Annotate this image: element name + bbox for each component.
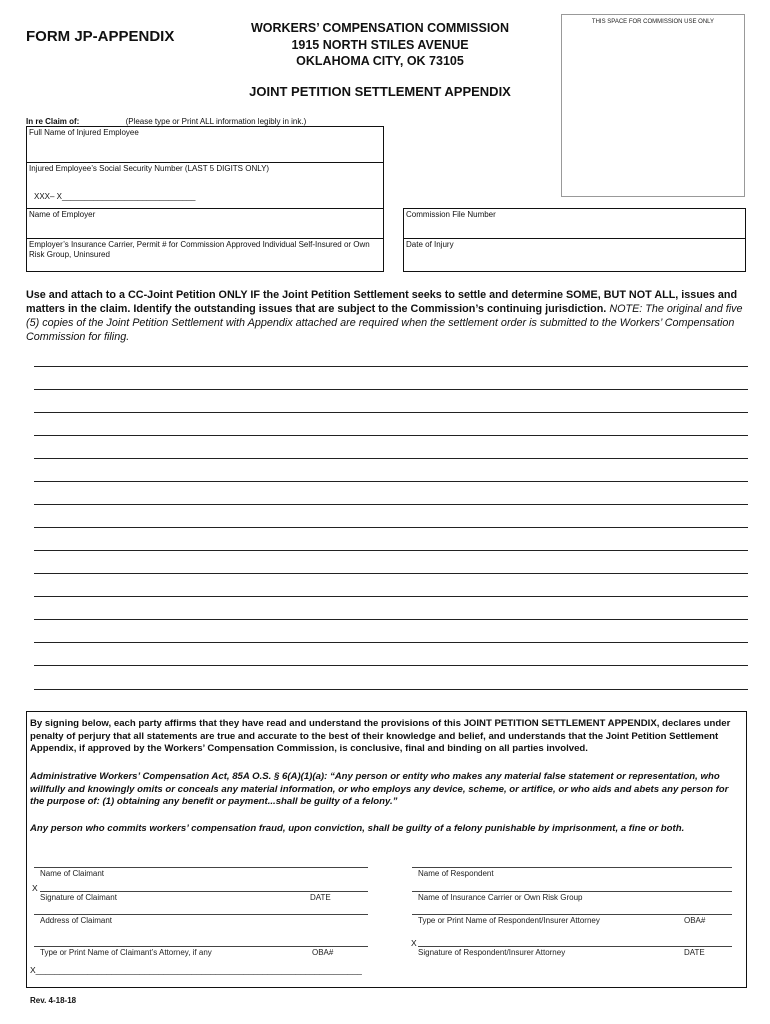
writing-line[interactable]: [34, 527, 748, 528]
employer-label: Name of Employer: [29, 210, 96, 219]
claimant-signature-label: Signature of Claimant: [40, 893, 117, 902]
file-number-label: Commission File Number: [406, 210, 496, 219]
writing-line[interactable]: [34, 389, 748, 390]
fraud-warning: Any person who commits workers’ compensation fraud, upon conviction, shall be guilty of a felony punishable by imprisonment, a fine or both.: [30, 823, 685, 834]
carrier-label: Employer’s Insurance Carrier, Permit # for Commission Approved Individual Self-Insured or Own Risk Group, Uninsured: [29, 240, 370, 259]
carrier-name-label: Name of Insurance Carrier or Own Risk Group: [418, 893, 583, 902]
claimant-address-label: Address of Claimant: [40, 916, 113, 925]
writing-line[interactable]: [34, 689, 748, 690]
carrier-field[interactable]: [26, 238, 384, 272]
writing-line[interactable]: [34, 366, 748, 367]
claimant-signature-line[interactable]: [40, 891, 368, 892]
file-number-field[interactable]: [403, 208, 746, 239]
claimant-name-line[interactable]: [34, 867, 368, 868]
writing-line[interactable]: [34, 458, 748, 459]
writing-line[interactable]: [34, 665, 748, 666]
claimant-date-label: DATE: [310, 893, 331, 902]
date-of-injury-field[interactable]: [403, 238, 746, 272]
instructions: [26, 288, 748, 344]
writing-line[interactable]: [34, 481, 748, 482]
claimant-oba-label: OBA#: [312, 948, 334, 957]
respondent-attorney-line[interactable]: [412, 914, 732, 915]
statute-text: Administrative Workers’ Compensation Act, 85A O.S. § 6(A)(1)(a): “Any person or entity who makes any material false statement or representation, who willfully and knowingly omits or conceals any material information, or who employs any device, scheme, or artifice, or who aids and abets any person for the purpose of: (1) obtaining any benefit or payment...shall be guilty of a felony.”: [30, 771, 729, 807]
respondent-date-label: DATE: [684, 948, 705, 957]
commission-use-box: [561, 14, 745, 197]
ssn-label: Injured Employee’s Social Security Number (LAST 5 DIGITS ONLY): [29, 164, 270, 173]
claim-label: In re Claim of:: [26, 117, 80, 126]
respondent-oba-label: OBA#: [684, 916, 706, 925]
date-of-injury-label: Date of Injury: [406, 240, 454, 249]
respondent-name-label: Name of Respondent: [418, 869, 494, 878]
agency-name: WORKERS’ COMPENSATION COMMISSION: [250, 21, 510, 35]
claimant-attorney-label: Type or Print Name of Claimant’s Attorney, if any: [40, 948, 212, 957]
claimant-name-label: Name of Claimant: [40, 869, 105, 878]
claimant-address-line[interactable]: [34, 914, 368, 915]
writing-line[interactable]: [34, 412, 748, 413]
writing-line[interactable]: [34, 642, 748, 643]
instructions-bold: Use and attach to a CC-Joint Petition ONLY IF the Joint Petition Settlement seeks to settle and determine SOME, BUT NOT ALL, issues and matters in the claim. Identify the outstanding issues that are subject to the Commission’s continuing jurisdiction.: [26, 289, 738, 315]
employer-field[interactable]: [26, 208, 384, 239]
ssn-entry-line: XXX– X______________________________: [34, 192, 196, 201]
commission-use-label: THIS SPACE FOR COMMISSION USE ONLY: [591, 19, 715, 25]
respondent-name-line[interactable]: [412, 867, 732, 868]
respondent-attorney-signature-label: Signature of Respondent/Insurer Attorney: [418, 948, 566, 957]
claimant-attorney-signature-line[interactable]: X_____________________________________________________________________: [30, 965, 362, 975]
claimant-attorney-line[interactable]: [34, 946, 368, 947]
agency-street: 1915 NORTH STILES AVENUE: [291, 37, 469, 52]
claim-hint: (Please type or Print ALL information legibly in ink.): [125, 117, 307, 126]
carrier-name-line[interactable]: [412, 891, 732, 892]
writing-line[interactable]: [34, 573, 748, 574]
agency-city: OKLAHOMA CITY, OK 73105: [296, 54, 464, 68]
claimant-signature-x: X: [32, 883, 38, 893]
writing-line[interactable]: [34, 619, 748, 620]
writing-line[interactable]: [34, 435, 748, 436]
revision-label: Rev. 4-18-18: [30, 996, 77, 1005]
agency-address: [210, 20, 550, 70]
writing-line[interactable]: [34, 596, 748, 597]
writing-line[interactable]: [34, 550, 748, 551]
respondent-attorney-signature-x: X: [411, 938, 417, 948]
form-title: JOINT PETITION SETTLEMENT APPENDIX: [249, 84, 511, 99]
ssn-field[interactable]: [26, 162, 384, 209]
respondent-attorney-label: Type or Print Name of Respondent/Insurer Attorney: [418, 916, 600, 925]
respondent-attorney-signature-line[interactable]: [418, 946, 732, 947]
affirmation-text: By signing below, each party affirms that they have read and understand the provisions of this JOINT PETITION SETTLEMENT APPENDIX, declares under penalty of perjury that all statements are true and accurate to the best of their knowledge and belief, and understands that the Joint Petition Settlement Appendix, if approved by the Workers’ Compensation Commission, is conclusive, final and binding on all parties involved.: [30, 718, 731, 754]
full-name-label: Full Name of Injured Employee: [29, 128, 139, 137]
form-id: FORM JP-APPENDIX: [26, 28, 175, 45]
writing-line[interactable]: [34, 504, 748, 505]
full-name-field[interactable]: [26, 126, 384, 163]
claim-heading: [26, 117, 306, 126]
instructions-note: NOTE: The original and five (5) copies of the Joint Petition Settlement with Appendix attached are required when the settlement order is submitted to the Workers’ Compensation Commission for filing.: [26, 303, 743, 343]
